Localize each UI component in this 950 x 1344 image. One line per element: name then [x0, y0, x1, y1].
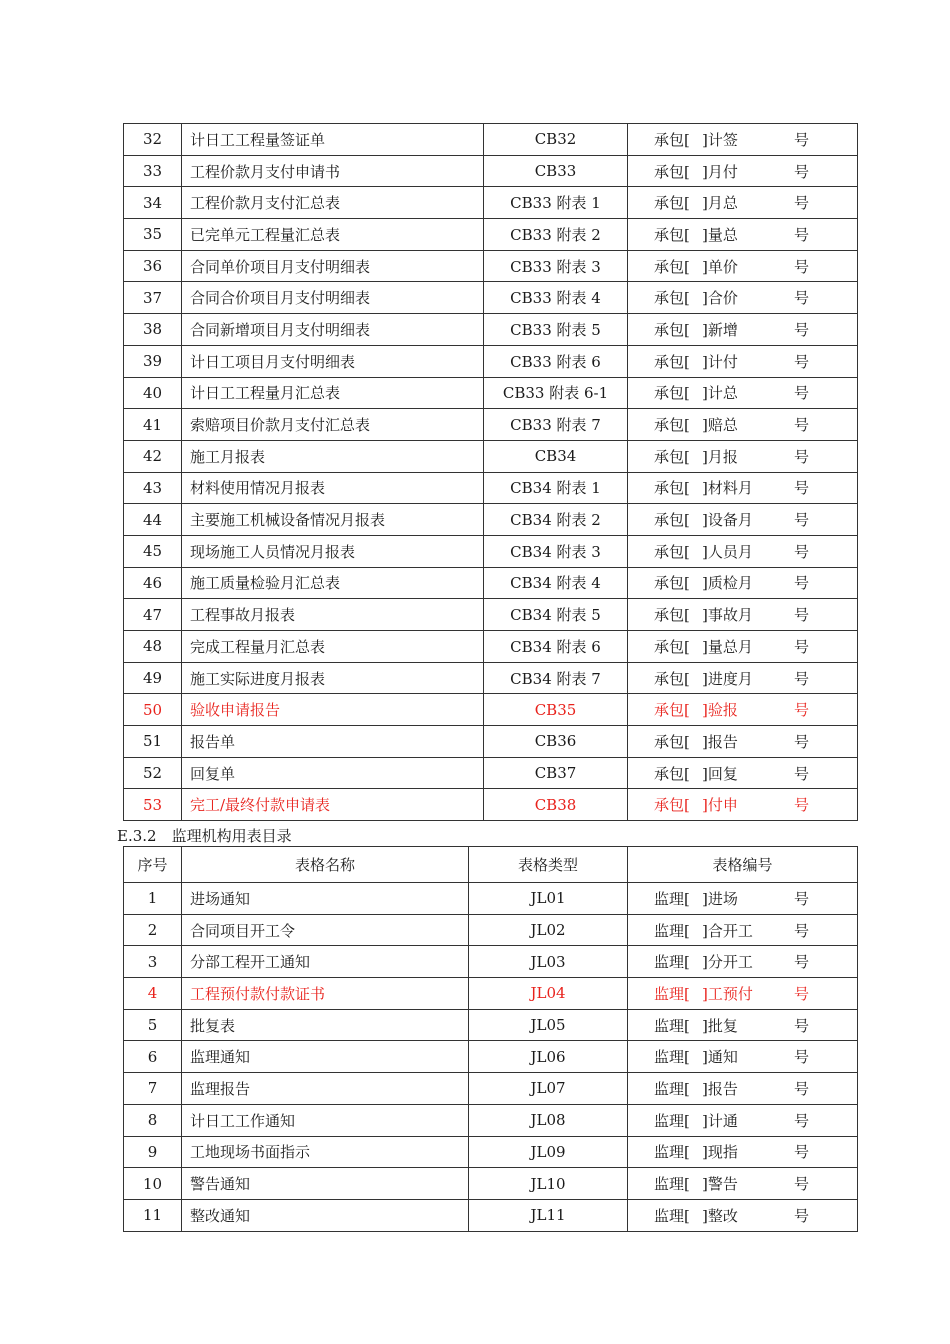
form-name: 计日工项目月支付明细表	[182, 345, 484, 377]
form-name: 监理报告	[182, 1073, 469, 1105]
form-number-hao: 号	[794, 1048, 810, 1067]
form-number-hao: 号	[794, 384, 810, 403]
form-name: 工程预付款付款证书	[182, 978, 469, 1010]
form-number	[628, 757, 858, 789]
form-number-hao: 号	[794, 162, 810, 181]
form-number-prefix: 承包[	[654, 416, 690, 435]
form-number-prefix: 监理[	[654, 1175, 690, 1194]
form-number-prefix: 承包[	[654, 352, 690, 371]
form-number-hao: 号	[794, 1175, 810, 1194]
form-number-prefix: 承包[	[654, 669, 690, 688]
form-number	[628, 535, 858, 567]
form-number-prefix: 承包[	[654, 320, 690, 339]
form-name: 主要施工机械设备情况月报表	[182, 504, 484, 536]
form-name: 索赔项目价款月支付汇总表	[182, 409, 484, 441]
form-number	[628, 504, 858, 536]
form-number-prefix: 监理[	[654, 1079, 690, 1098]
form-type: CB34	[484, 440, 628, 472]
row-number: 43	[124, 472, 182, 504]
form-number-prefix: 承包[	[654, 574, 690, 593]
form-number	[628, 1073, 858, 1105]
form-number-suffix: ]计总	[702, 384, 738, 403]
form-number-prefix: 监理[	[654, 889, 690, 908]
form-type: JL08	[469, 1104, 628, 1136]
form-type: JL06	[469, 1041, 628, 1073]
form-number-prefix: 承包[	[654, 130, 690, 149]
header-name: 表格名称	[182, 847, 469, 883]
form-number-suffix: ]工预付	[702, 984, 753, 1003]
row-number: 42	[124, 440, 182, 472]
form-number-hao: 号	[794, 921, 810, 940]
form-number	[628, 187, 858, 219]
form-type: CB32	[484, 124, 628, 156]
table-row	[124, 535, 858, 567]
form-name: 施工实际进度月报表	[182, 662, 484, 694]
form-number-prefix: 承包[	[654, 194, 690, 213]
table-row	[124, 662, 858, 694]
form-type: CB34 附表 6	[484, 631, 628, 663]
row-number: 38	[124, 314, 182, 346]
form-name: 分部工程开工通知	[182, 946, 469, 978]
table-row	[124, 1009, 858, 1041]
form-number-suffix: ]通知	[702, 1048, 738, 1067]
form-name: 工程价款月支付申请书	[182, 155, 484, 187]
form-number-hao: 号	[794, 225, 810, 244]
form-number-suffix: ]单价	[702, 257, 738, 276]
table-row	[124, 757, 858, 789]
row-number: 9	[124, 1136, 182, 1168]
form-type: JL11	[469, 1199, 628, 1231]
form-number-suffix: ]计通	[702, 1111, 738, 1130]
form-name: 合同新增项目月支付明细表	[182, 314, 484, 346]
section-heading: E.3.2 监理机构用表目录	[117, 827, 292, 845]
form-name: 合同项目开工令	[182, 914, 469, 946]
form-number-hao: 号	[794, 764, 810, 783]
form-name: 完工/最终付款申请表	[182, 789, 484, 821]
table-row	[124, 314, 858, 346]
form-number-hao: 号	[794, 1016, 810, 1035]
form-type: JL07	[469, 1073, 628, 1105]
form-number-prefix: 监理[	[654, 953, 690, 972]
table-row	[124, 250, 858, 282]
row-number: 37	[124, 282, 182, 314]
form-type: CB34 附表 2	[484, 504, 628, 536]
form-number	[628, 789, 858, 821]
form-number-hao: 号	[794, 1206, 810, 1225]
form-number-suffix: ]计付	[702, 352, 738, 371]
form-number-prefix: 监理[	[654, 1206, 690, 1225]
form-number	[628, 219, 858, 251]
table-row	[124, 504, 858, 536]
form-number-hao: 号	[794, 732, 810, 751]
form-type: CB33 附表 6-1	[484, 377, 628, 409]
form-number-prefix: 承包[	[654, 732, 690, 751]
form-name: 工程事故月报表	[182, 599, 484, 631]
form-number-hao: 号	[794, 130, 810, 149]
form-name: 警告通知	[182, 1168, 469, 1200]
form-type: JL03	[469, 946, 628, 978]
form-number-suffix: ]分开工	[702, 953, 753, 972]
table-row	[124, 345, 858, 377]
form-number-prefix: 承包[	[654, 606, 690, 625]
form-number-prefix: 监理[	[654, 921, 690, 940]
row-number: 35	[124, 219, 182, 251]
form-name: 施工月报表	[182, 440, 484, 472]
table-row	[124, 694, 858, 726]
form-number-suffix: ]月付	[702, 162, 738, 181]
form-number-prefix: 承包[	[654, 796, 690, 815]
form-number	[628, 1199, 858, 1231]
form-name: 报告单	[182, 726, 484, 758]
row-number: 41	[124, 409, 182, 441]
row-number: 33	[124, 155, 182, 187]
row-number: 52	[124, 757, 182, 789]
table-header-row	[124, 847, 858, 883]
form-name: 施工质量检验月汇总表	[182, 567, 484, 599]
form-name: 进场通知	[182, 883, 469, 915]
form-type: CB33 附表 5	[484, 314, 628, 346]
form-number-prefix: 承包[	[654, 225, 690, 244]
row-number: 34	[124, 187, 182, 219]
row-number: 46	[124, 567, 182, 599]
form-number-hao: 号	[794, 289, 810, 308]
table-row	[124, 726, 858, 758]
form-number-hao: 号	[794, 1111, 810, 1130]
form-number-suffix: ]事故月	[702, 606, 753, 625]
form-number-prefix: 承包[	[654, 764, 690, 783]
form-number-hao: 号	[794, 447, 810, 466]
form-number-suffix: ]进场	[702, 889, 738, 908]
form-number-prefix: 承包[	[654, 289, 690, 308]
form-type: CB33 附表 2	[484, 219, 628, 251]
form-number	[628, 472, 858, 504]
form-number-prefix: 监理[	[654, 984, 690, 1003]
form-number	[628, 914, 858, 946]
form-number	[628, 946, 858, 978]
form-type: CB33 附表 4	[484, 282, 628, 314]
form-type: CB34 附表 7	[484, 662, 628, 694]
form-number-prefix: 监理[	[654, 1016, 690, 1035]
form-number	[628, 726, 858, 758]
table-row	[124, 187, 858, 219]
row-number: 48	[124, 631, 182, 663]
form-name: 完成工程量月汇总表	[182, 631, 484, 663]
form-number	[628, 250, 858, 282]
form-name: 合同合价项目月支付明细表	[182, 282, 484, 314]
row-number: 3	[124, 946, 182, 978]
form-number-prefix: 监理[	[654, 1048, 690, 1067]
contractor-forms-table	[123, 123, 858, 821]
form-number-prefix: 承包[	[654, 701, 690, 720]
form-number	[628, 1168, 858, 1200]
row-number: 2	[124, 914, 182, 946]
row-number: 1	[124, 883, 182, 915]
form-number-prefix: 承包[	[654, 637, 690, 656]
form-name: 整改通知	[182, 1199, 469, 1231]
row-number: 47	[124, 599, 182, 631]
table-row	[124, 883, 858, 915]
form-type: CB37	[484, 757, 628, 789]
form-number-prefix: 监理[	[654, 1143, 690, 1162]
table-row	[124, 440, 858, 472]
table-row	[124, 914, 858, 946]
form-number-prefix: 承包[	[654, 542, 690, 561]
form-type: JL10	[469, 1168, 628, 1200]
form-type: CB38	[484, 789, 628, 821]
form-number-suffix: ]整改	[702, 1206, 738, 1225]
table-row	[124, 1041, 858, 1073]
form-number-suffix: ]质检月	[702, 574, 753, 593]
form-type: JL09	[469, 1136, 628, 1168]
table-row	[124, 599, 858, 631]
table-row	[124, 946, 858, 978]
form-number	[628, 377, 858, 409]
table-row	[124, 978, 858, 1010]
form-number-hao: 号	[794, 320, 810, 339]
form-type: CB34 附表 5	[484, 599, 628, 631]
form-number-hao: 号	[794, 796, 810, 815]
table-row	[124, 155, 858, 187]
row-number: 39	[124, 345, 182, 377]
form-number-hao: 号	[794, 511, 810, 530]
table-row	[124, 567, 858, 599]
row-number: 7	[124, 1073, 182, 1105]
form-number	[628, 345, 858, 377]
form-name: 现场施工人员情况月报表	[182, 535, 484, 567]
form-number	[628, 1136, 858, 1168]
form-number	[628, 440, 858, 472]
form-number-prefix: 监理[	[654, 1111, 690, 1130]
row-number: 40	[124, 377, 182, 409]
form-number-suffix: ]设备月	[702, 511, 753, 530]
form-type: CB34 附表 1	[484, 472, 628, 504]
table-row	[124, 1104, 858, 1136]
table-row	[124, 124, 858, 156]
form-number-suffix: ]赔总	[702, 416, 738, 435]
row-number: 51	[124, 726, 182, 758]
form-number-hao: 号	[794, 352, 810, 371]
form-number	[628, 631, 858, 663]
form-number	[628, 124, 858, 156]
form-type: JL02	[469, 914, 628, 946]
form-number-suffix: ]新增	[702, 320, 738, 339]
form-type: CB34 附表 4	[484, 567, 628, 599]
table-row	[124, 789, 858, 821]
form-name: 计日工工程量月汇总表	[182, 377, 484, 409]
form-number-suffix: ]现指	[702, 1143, 738, 1162]
form-number-hao: 号	[794, 889, 810, 908]
form-number-suffix: ]计签	[702, 130, 738, 149]
form-name: 工程价款月支付汇总表	[182, 187, 484, 219]
form-type: CB33 附表 3	[484, 250, 628, 282]
form-number-hao: 号	[794, 984, 810, 1003]
form-number-suffix: ]进度月	[702, 669, 753, 688]
form-number-suffix: ]材料月	[702, 479, 753, 498]
table-row	[124, 377, 858, 409]
form-number	[628, 883, 858, 915]
form-number-prefix: 承包[	[654, 257, 690, 276]
form-type: CB34 附表 3	[484, 535, 628, 567]
form-number-suffix: ]合开工	[702, 921, 753, 940]
form-number	[628, 155, 858, 187]
row-number: 50	[124, 694, 182, 726]
row-number: 49	[124, 662, 182, 694]
form-number-hao: 号	[794, 637, 810, 656]
form-number	[628, 694, 858, 726]
form-number	[628, 978, 858, 1010]
form-number-hao: 号	[794, 574, 810, 593]
form-type: CB33 附表 6	[484, 345, 628, 377]
table-row	[124, 631, 858, 663]
form-number-hao: 号	[794, 1079, 810, 1098]
form-number-hao: 号	[794, 416, 810, 435]
row-number: 5	[124, 1009, 182, 1041]
form-type: JL01	[469, 883, 628, 915]
form-type: CB33	[484, 155, 628, 187]
form-number-hao: 号	[794, 701, 810, 720]
form-name: 材料使用情况月报表	[182, 472, 484, 504]
table-row	[124, 1168, 858, 1200]
form-name: 已完单元工程量汇总表	[182, 219, 484, 251]
form-number-suffix: ]报告	[702, 1079, 738, 1098]
form-type: CB35	[484, 694, 628, 726]
table-row	[124, 219, 858, 251]
form-type: JL04	[469, 978, 628, 1010]
table-row	[124, 282, 858, 314]
form-number-hao: 号	[794, 194, 810, 213]
table-row	[124, 409, 858, 441]
form-number-prefix: 承包[	[654, 479, 690, 498]
row-number: 10	[124, 1168, 182, 1200]
form-number-suffix: ]验报	[702, 701, 738, 720]
form-number-suffix: ]合价	[702, 289, 738, 308]
form-number-prefix: 承包[	[654, 384, 690, 403]
form-number-suffix: ]警告	[702, 1175, 738, 1194]
form-type: JL05	[469, 1009, 628, 1041]
row-number: 36	[124, 250, 182, 282]
form-number-hao: 号	[794, 1143, 810, 1162]
header-no: 序号	[124, 847, 182, 883]
row-number: 11	[124, 1199, 182, 1231]
form-number-prefix: 承包[	[654, 162, 690, 181]
form-number	[628, 1104, 858, 1136]
form-number-prefix: 承包[	[654, 447, 690, 466]
form-number	[628, 314, 858, 346]
form-number-hao: 号	[794, 257, 810, 276]
form-number-suffix: ]付申	[702, 796, 738, 815]
table-row	[124, 1073, 858, 1105]
form-number-suffix: ]报告	[702, 732, 738, 751]
form-number-hao: 号	[794, 479, 810, 498]
form-type: CB33 附表 1	[484, 187, 628, 219]
form-name: 工地现场书面指示	[182, 1136, 469, 1168]
form-name: 监理通知	[182, 1041, 469, 1073]
form-number-hao: 号	[794, 542, 810, 561]
form-number	[628, 599, 858, 631]
form-number-suffix: ]量总月	[702, 637, 753, 656]
form-number-suffix: ]回复	[702, 764, 738, 783]
form-type: CB36	[484, 726, 628, 758]
form-name: 计日工工程量签证单	[182, 124, 484, 156]
form-name: 合同单价项目月支付明细表	[182, 250, 484, 282]
form-number-suffix: ]量总	[702, 225, 738, 244]
form-number	[628, 1041, 858, 1073]
form-name: 验收申请报告	[182, 694, 484, 726]
form-name: 批复表	[182, 1009, 469, 1041]
header-code: 表格编号	[628, 847, 858, 883]
form-name: 计日工工作通知	[182, 1104, 469, 1136]
form-number	[628, 282, 858, 314]
table-row	[124, 1136, 858, 1168]
row-number: 53	[124, 789, 182, 821]
row-number: 6	[124, 1041, 182, 1073]
form-number-suffix: ]月报	[702, 447, 738, 466]
form-number-hao: 号	[794, 606, 810, 625]
supervision-forms-table	[123, 846, 858, 1232]
form-number-hao: 号	[794, 953, 810, 972]
form-number-prefix: 承包[	[654, 511, 690, 530]
row-number: 4	[124, 978, 182, 1010]
form-number	[628, 662, 858, 694]
form-number-suffix: ]月总	[702, 194, 738, 213]
form-type: CB33 附表 7	[484, 409, 628, 441]
row-number: 44	[124, 504, 182, 536]
form-number-suffix: ]批复	[702, 1016, 738, 1035]
form-number-hao: 号	[794, 669, 810, 688]
form-number-suffix: ]人员月	[702, 542, 753, 561]
table-row	[124, 1199, 858, 1231]
form-number	[628, 567, 858, 599]
table-row	[124, 472, 858, 504]
row-number: 32	[124, 124, 182, 156]
row-number: 8	[124, 1104, 182, 1136]
row-number: 45	[124, 535, 182, 567]
form-number	[628, 409, 858, 441]
form-number	[628, 1009, 858, 1041]
header-type: 表格类型	[469, 847, 628, 883]
form-name: 回复单	[182, 757, 484, 789]
